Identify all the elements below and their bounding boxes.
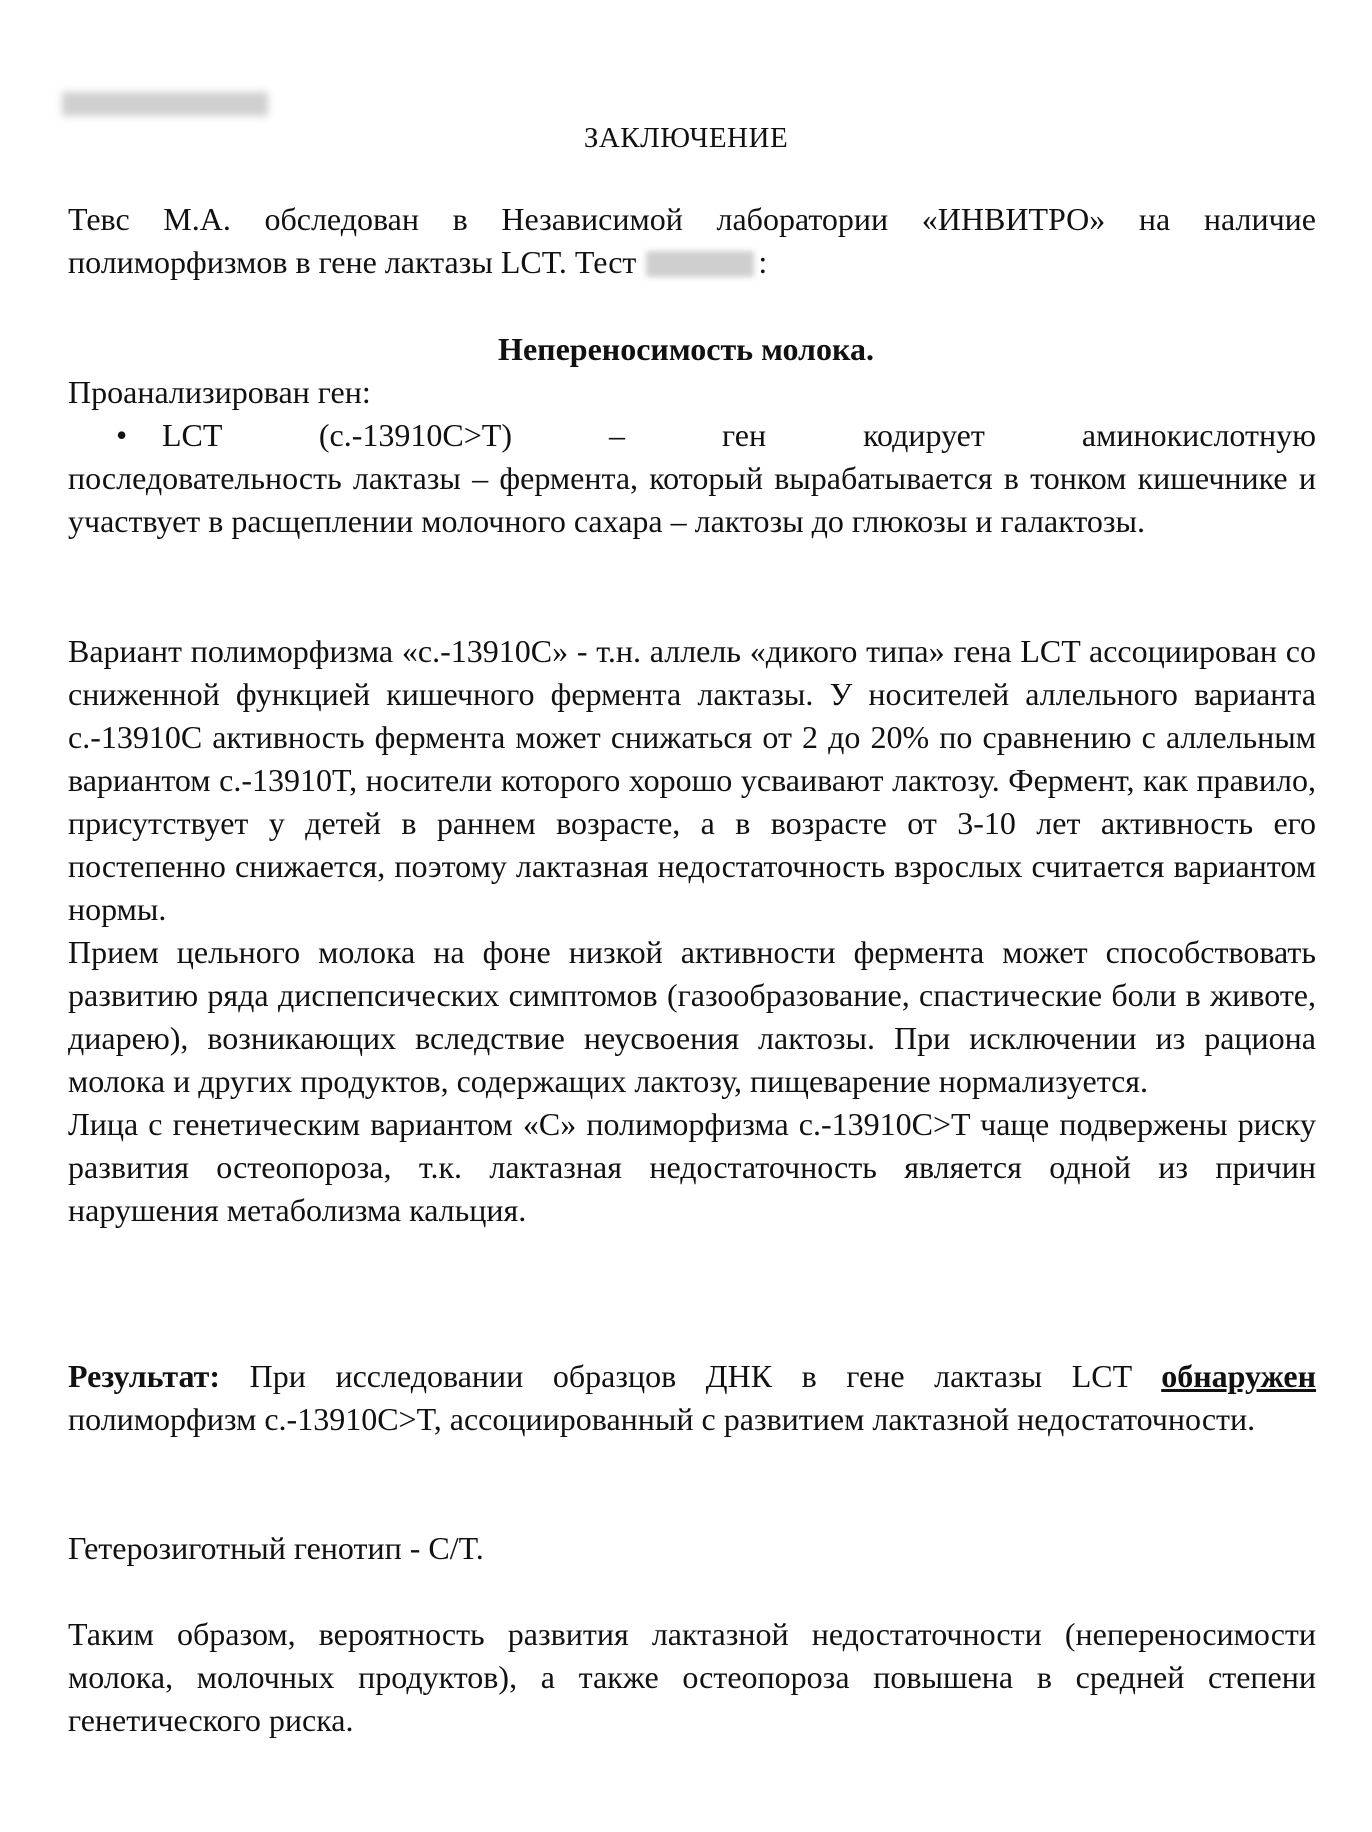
genotype-line: Гетерозиготный генотип - C/T.	[68, 1530, 484, 1566]
result-found: обнаружен	[1161, 1358, 1317, 1394]
gene-bullet-line	[68, 414, 1316, 457]
result-text	[68, 1355, 1316, 1441]
result-label: Результат:	[68, 1358, 221, 1394]
redacted-header	[62, 92, 268, 116]
variant-paragraph: Вариант полиморфизма «c.-13910C» - т.н. аллель «дикого типа» гена LCT ассоциирован со сниженной функцией кишечного фермента лактазы. У носителей аллельного варианта c.-13910C активность фермента может снижаться от 2 до 20% по сравнению с аллельным вариантом c.-13910T, носители которого хорошо усваивают лактозу. Фермент, как правило, присутствует у детей в раннем возрасте, а в возрасте от 3-10 лет активность его постепенно снижается, поэтому лактазная недостаточность взрослых считается вариантом нормы.	[68, 633, 1316, 927]
analyzed-label: Проанализирован ген:	[68, 374, 371, 410]
document-title: ЗАКЛЮЧЕНИЕ	[583, 122, 789, 154]
bullet-icon: •	[116, 417, 128, 453]
intro-line-1: Тевс М.А. обследован в Независимой лаборатории «ИНВИТРО» на наличие	[68, 201, 1316, 237]
milk-paragraph: Прием цельного молока на фоне низкой активности фермента может способствовать развитию ряда диспепсических симптомов (газообразование, спастические боли в животе, диарею), возникающих вследствие неусвоения лактозы. При исключении из рациона молока и других продуктов, содержащих лактозу, пищеварение нормализуется.	[68, 934, 1316, 1099]
conclusion-paragraph: Таким образом, вероятность развития лактазной недостаточности (непереносимости молока, молочных продуктов), а также остеопороза повышена в средней степени генетического риска.	[68, 1616, 1316, 1738]
intro-paragraph	[68, 198, 1316, 284]
intro-line-2-colon: :	[758, 244, 768, 280]
osteoporosis-paragraph: Лица с генетическим вариантом «С» полиморфизма c.-13910C>T чаще подвержены риску развития остеопороза, т.к. лактазная недостаточность является одной из причин нарушения метаболизма кальция.	[68, 1106, 1316, 1228]
section-heading: Непереносимость молока.	[498, 331, 874, 367]
gene-line-rest: последовательность лактазы – фермента, который вырабатывается в тонком кишечнике и участвует в расщеплении молочного сахара – лактозы до глюкозы и галактозы.	[68, 460, 1316, 539]
gene-line-1: LCT (c.-13910C>T) – ген кодирует аминокислотную	[162, 417, 1316, 453]
intro-line-2	[68, 241, 1316, 284]
explanation-block	[68, 630, 1316, 1232]
gene-description	[68, 414, 1316, 543]
result-paragraph	[68, 1355, 1316, 1441]
result-text-before: При исследовании образцов ДНК в гене лактазы LCT	[249, 1358, 1132, 1394]
result-text-after: полиморфизм c.-13910C>T, ассоциированный с развитием лактазной недостаточности.	[68, 1401, 1256, 1437]
intro-line-2-text: полиморфизмов в гене лактазы LCT. Тест	[68, 244, 637, 280]
redacted-test-code	[646, 251, 754, 277]
